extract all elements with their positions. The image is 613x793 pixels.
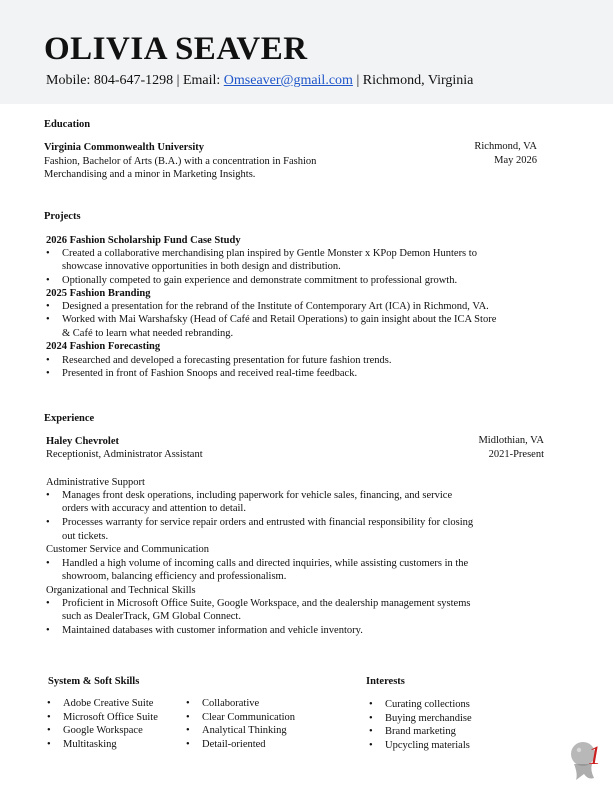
company-name: Haley Chevrolet xyxy=(46,436,119,447)
school-location: Richmond, VA xyxy=(474,141,537,152)
project-2-title: 2025 Fashion Branding xyxy=(46,288,151,299)
experience-heading: Experience xyxy=(44,413,95,424)
job-role: Receptionist, Administrator Assistant xyxy=(46,449,203,460)
group-2-title: Customer Service and Communication xyxy=(46,544,210,555)
contact-line xyxy=(46,72,473,90)
page-number-badge-icon xyxy=(568,734,604,782)
skills-heading: System & Soft Skills xyxy=(48,676,140,687)
page-number: 1 xyxy=(588,741,601,770)
project-1-title: 2026 Fashion Scholarship Fund Case Study xyxy=(46,235,241,246)
company-location: Midlothian, VA xyxy=(478,435,544,446)
school-name: Virginia Commonwealth University xyxy=(44,142,205,153)
education-heading: Education xyxy=(44,119,91,130)
graduation-date: May 2026 xyxy=(494,155,537,166)
degree-line-2: Merchandising and a minor in Marketing Insights. xyxy=(44,169,256,180)
interests-heading: Interests xyxy=(366,676,405,687)
project-3-title: 2024 Fashion Forecasting xyxy=(46,341,161,352)
header-band xyxy=(0,0,613,104)
email-link[interactable]: Omseaver@gmail.com xyxy=(223,73,353,88)
job-dates: 2021-Present xyxy=(488,449,544,460)
contact-mobile: Mobile: 804-647-1298 | Email: xyxy=(46,73,224,88)
group-1-title: Administrative Support xyxy=(46,477,145,488)
candidate-name: OLIVIA SEAVER xyxy=(44,31,308,67)
degree-line-1: Fashion, Bachelor of Arts (B.A.) with a concentration in Fashion xyxy=(44,156,317,167)
projects-heading: Projects xyxy=(44,211,81,222)
contact-location: | Richmond, Virginia xyxy=(352,73,474,88)
group-3-title: Organizational and Technical Skills xyxy=(46,585,196,596)
